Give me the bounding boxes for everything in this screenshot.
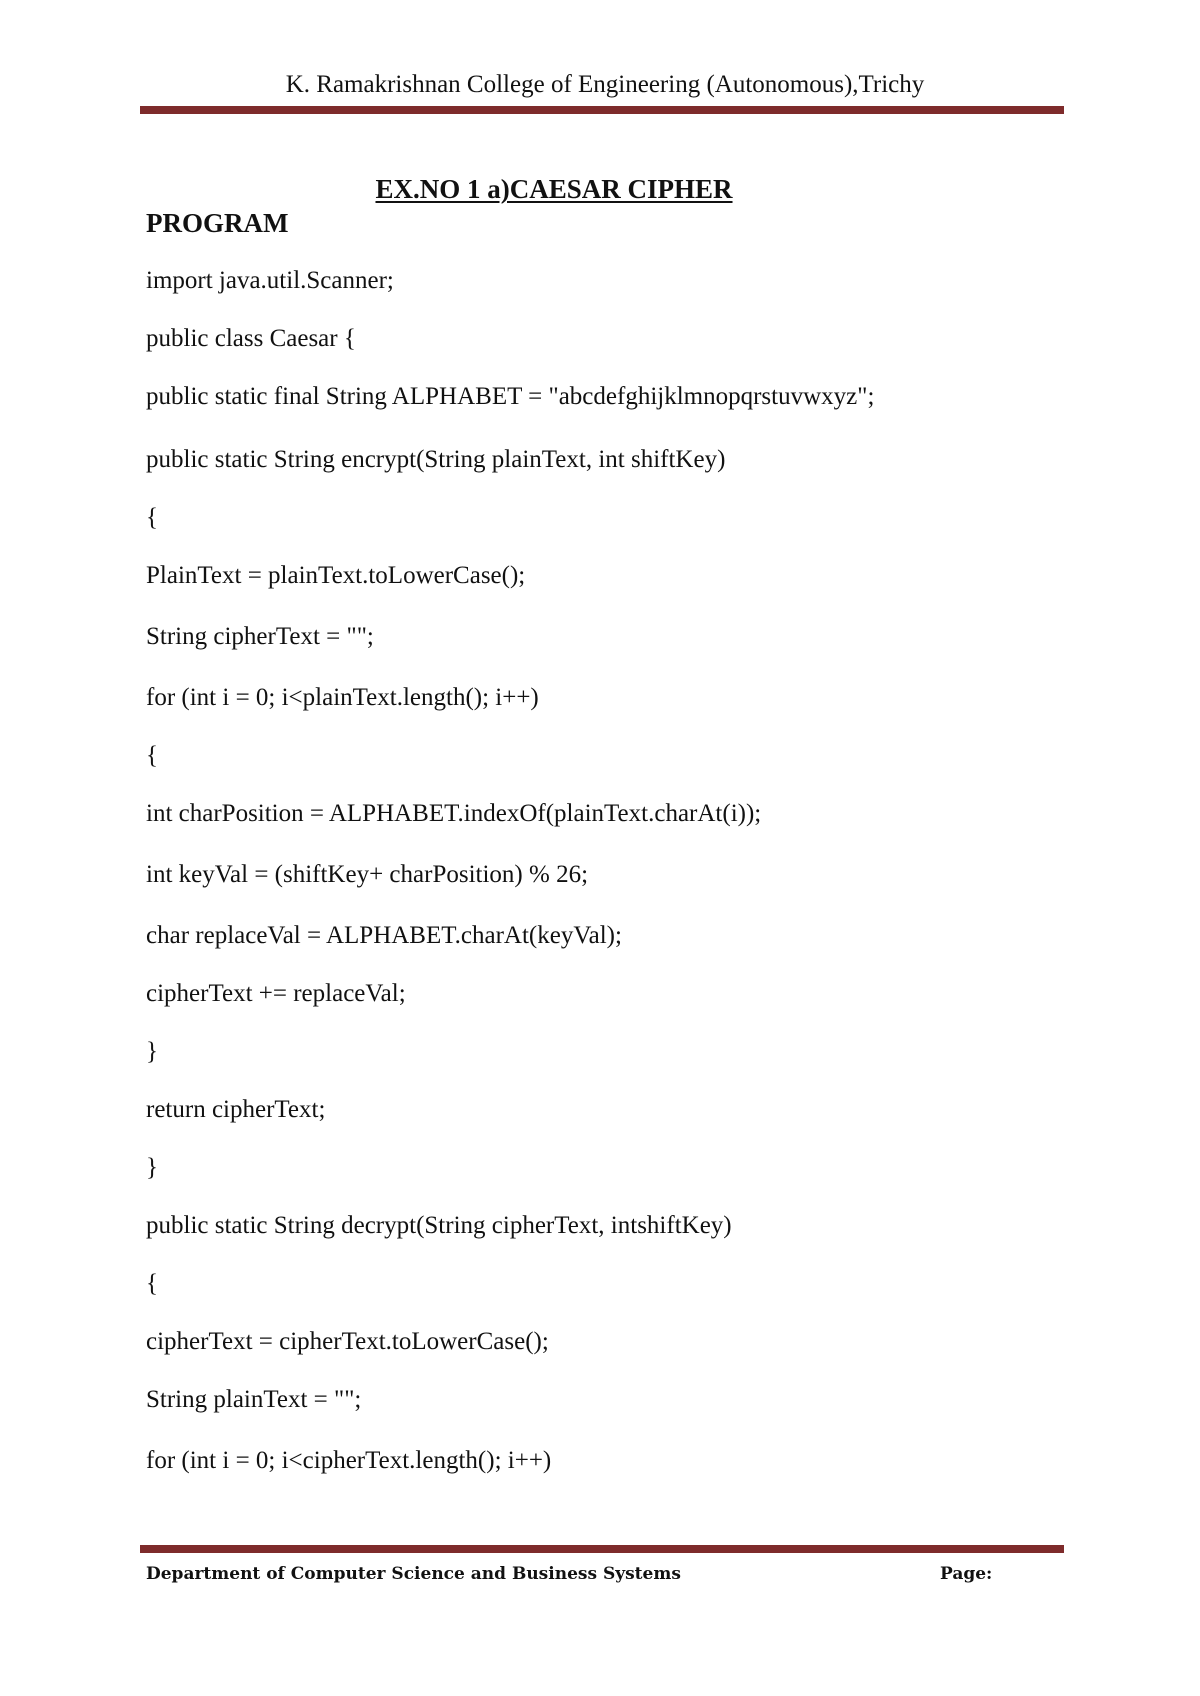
- code-line: return cipherText;: [146, 1096, 326, 1123]
- code-line: public static String decrypt(String cipherText, intshiftKey): [146, 1212, 732, 1239]
- header-rule: [140, 106, 1064, 114]
- code-line: for (int i = 0; i<plainText.length(); i++): [146, 684, 539, 711]
- code-line: public static String encrypt(String plainText, int shiftKey): [146, 446, 726, 473]
- footer-rule: [140, 1545, 1064, 1553]
- footer-department: Department of Computer Science and Business Systems: [146, 1564, 681, 1584]
- code-line: {: [146, 504, 158, 531]
- code-line: char replaceVal = ALPHABET.charAt(keyVal);: [146, 922, 622, 949]
- code-line: String plainText = "";: [146, 1386, 362, 1413]
- code-line: cipherText += replaceVal;: [146, 980, 406, 1007]
- code-line: }: [146, 1154, 158, 1181]
- code-line: }: [146, 1038, 158, 1065]
- program-heading: PROGRAM: [146, 208, 289, 238]
- code-line: int charPosition = ALPHABET.indexOf(plainText.charAt(i));: [146, 800, 762, 827]
- code-line: PlainText = plainText.toLowerCase();: [146, 562, 526, 589]
- code-line: {: [146, 742, 158, 769]
- page-header-institution: K. Ramakrishnan College of Engineering (Autonomous),Trichy: [285, 71, 925, 98]
- exercise-title: [140, 173, 968, 205]
- code-line: String cipherText = "";: [146, 623, 374, 650]
- footer-page-label: Page:: [940, 1564, 993, 1584]
- code-line: {: [146, 1270, 158, 1297]
- code-line: int keyVal = (shiftKey+ charPosition) % 26;: [146, 861, 589, 888]
- code-line: public class Caesar {: [146, 325, 356, 352]
- exercise-title-text: EX.NO 1 a)CAESAR CIPHER: [375, 174, 733, 204]
- code-line: cipherText = cipherText.toLowerCase();: [146, 1328, 549, 1355]
- code-line: import java.util.Scanner;: [146, 267, 394, 294]
- code-line: public static final String ALPHABET = "abcdefghijklmnopqrstuvwxyz";: [146, 383, 875, 410]
- code-line: for (int i = 0; i<cipherText.length(); i++): [146, 1447, 552, 1474]
